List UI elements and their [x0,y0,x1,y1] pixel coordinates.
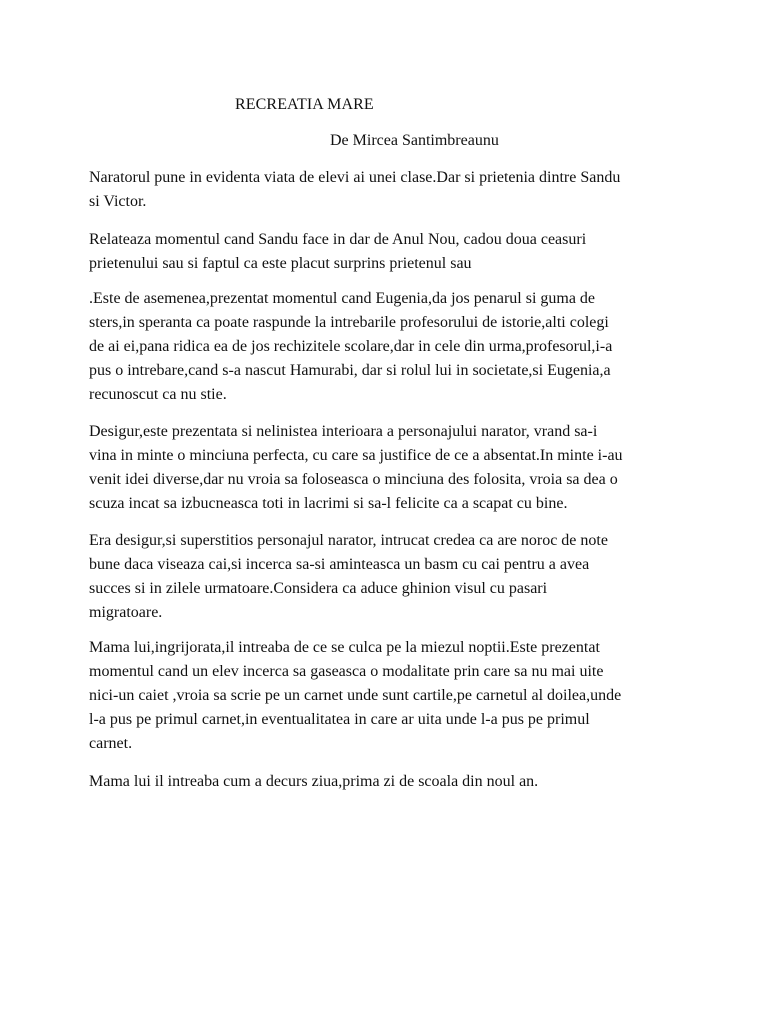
paragraph-line: l-a pus pe primul carnet,in eventualitatea in care ar uita unde l-a pus pe primul [89,711,590,728]
paragraph-line: momentul cand un elev incerca sa gaseasca o modalitate prin care sa nu mai uite [89,663,604,680]
document-title: RECREATIA MARE [235,96,374,113]
paragraph-line: succes si in zilele urmatoare.Considera ca aduce ghinion visul cu pasari [89,580,548,597]
paragraph-1 [89,166,689,214]
paragraph-line: de ai ei,pana ridica ea de jos rechizitele scolare,dar in cele din urma,profesorul,i-a [89,338,613,355]
paragraph-line: sters,in speranta ca poate raspunde la intrebarile profesorului de istorie,alti colegi [89,314,609,331]
paragraph-line: si Victor. [89,193,147,210]
paragraph-line: bune daca viseaza cai,si incerca sa-si aminteasca un basm cu cai pentru a avea [89,556,590,573]
paragraph-line: Mama lui,ingrijorata,il intreaba de ce se culca pe la miezul noptii.Este prezentat [89,639,600,656]
paragraph-5 [89,529,689,625]
paragraph-2 [89,228,689,276]
paragraph-line: venit idei diverse,dar nu vroia sa foloseasca o minciuna des folosita, vroia sa dea o [89,471,618,488]
paragraph-line: Relateaza momentul cand Sandu face in dar de Anul Nou, cadou doua ceasuri [89,231,587,248]
paragraph-3 [89,287,689,407]
paragraph-7 [89,770,689,794]
paragraph-line: Naratorul pune in evidenta viata de elevi ai unei clase.Dar si prietenia dintre Sandu [89,169,621,186]
paragraph-line: migratoare. [89,604,163,621]
paragraph-line: scuza incat sa izbucneasca toti in lacrimi si sa-l felicite ca a scapat cu bine. [89,495,568,512]
paragraph-line: Desigur,este prezentata si nelinistea interioara a personajului narator, vrand sa-i [89,423,598,440]
paragraph-line: nici-un caiet ,vroia sa scrie pe un carnet unde sunt cartile,pe carnetul al doilea,unde [89,687,622,704]
paragraph-line: Mama lui il intreaba cum a decurs ziua,prima zi de scoala din noul an. [89,773,539,790]
paragraph-line: recunoscut ca nu stie. [89,386,227,403]
paragraph-line: .Este de asemenea,prezentat momentul cand Eugenia,da jos penarul si guma de [89,290,596,307]
paragraph-line: vina in minte o minciuna perfecta, cu care sa justifice de ce a absentat.In minte i-au [89,447,623,464]
document-author: De Mircea Santimbreaunu [330,132,499,149]
paragraph-line: prietenului sau si faptul ca este placut surprins prietenul sau [89,255,472,272]
paragraph-line: carnet. [89,735,133,752]
paragraph-line: pus o intrebare,cand s-a nascut Hamurabi, dar si rolul lui in societate,si Eugenia,a [89,362,611,379]
paragraph-line: Era desigur,si superstitios personajul narator, intrucat credea ca are noroc de note [89,532,608,549]
paragraph-6 [89,636,689,756]
paragraph-4 [89,420,689,516]
